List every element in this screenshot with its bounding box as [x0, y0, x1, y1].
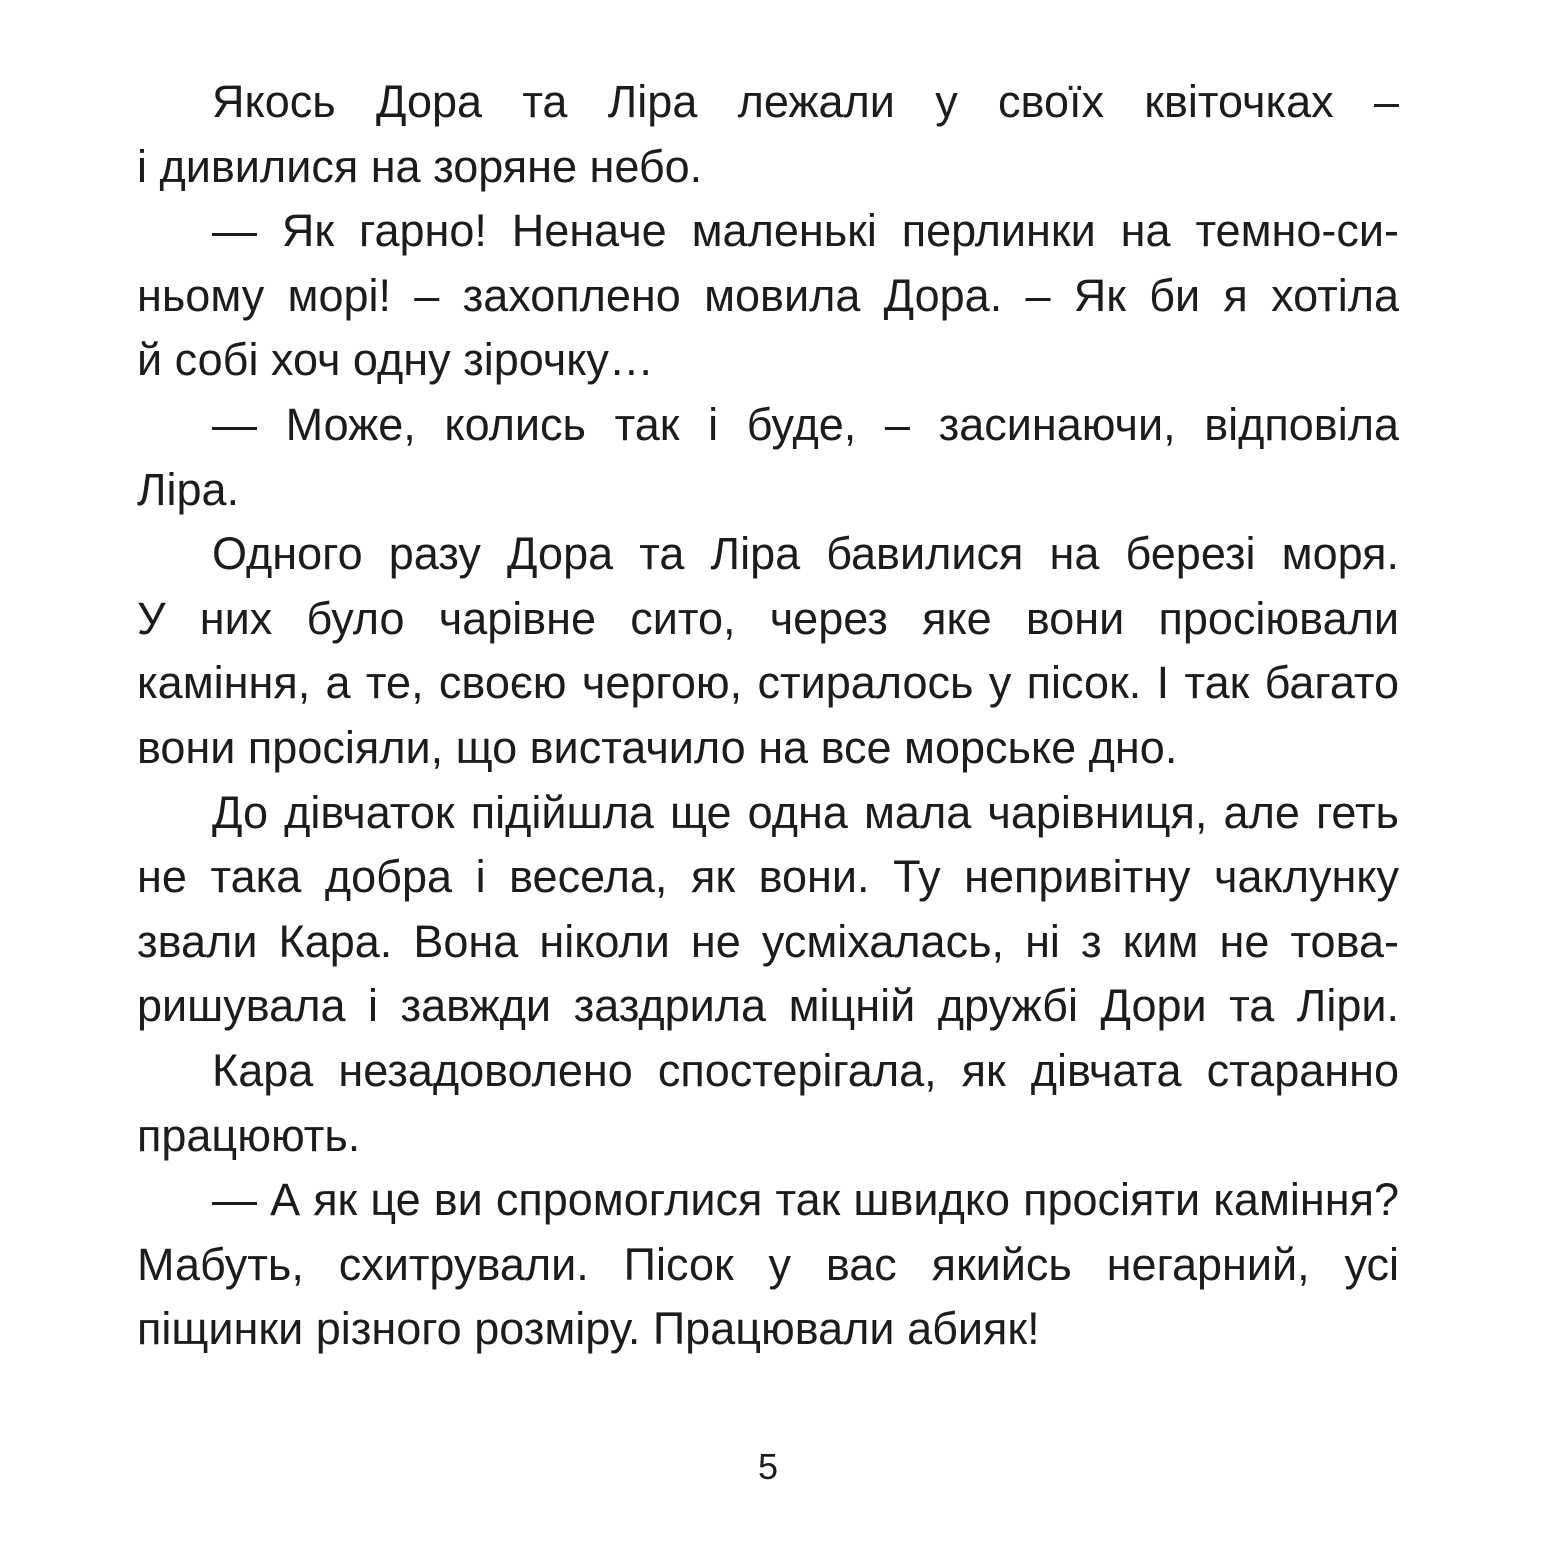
- text-line: піщинки різного розміру. Працювали абияк!: [137, 1303, 1040, 1355]
- text-line: вони просіяли, що вистачило на все морське дно.: [137, 721, 1178, 773]
- text-line: каміння, а те, своєю чергою, стиралось у пісок. І так багато: [137, 657, 1399, 709]
- text-line: Ліра.: [137, 463, 240, 515]
- text-line: У них було чарівне сито, через яке вони просіювали: [137, 592, 1399, 644]
- text-line: — Може, колись так і буде, – засинаючи, відповіла: [212, 398, 1399, 450]
- text-line: й собі хоч одну зірочку…: [137, 334, 654, 386]
- text-line: ньому морі! – захоплено мовила Дора. – Як би я хотіла: [137, 269, 1399, 321]
- text-line: ришувала і завжди заздрила міцній дружбі Дори та Ліри.: [137, 980, 1399, 1032]
- text-line: Мабуть, схитрували. Пісок у вас якийсь негарний, усі: [137, 1238, 1399, 1290]
- text-line: Кара незадоволено спостерігала, як дівчата старанно: [212, 1044, 1399, 1096]
- page-number: 5: [757, 1446, 779, 1487]
- text-line: — Як гарно! Неначе маленькі перлинки на темно-си-: [212, 205, 1399, 257]
- text-line: не така добра і весела, як вони. Ту непривітну чаклунку: [137, 851, 1399, 903]
- text-line: — А як це ви спромоглися так швидко просіяти каміння?: [212, 1174, 1399, 1226]
- text-line: До дівчаток підійшла ще одна мала чарівниця, але геть: [212, 786, 1399, 838]
- story-text: [137, 70, 1399, 1362]
- text-line: Якось Дора та Ліра лежали у своїх квіточках –: [212, 76, 1399, 127]
- text-line: і дивилися на зоряне небо.: [137, 140, 703, 192]
- text-line: працюють.: [137, 1109, 361, 1161]
- text-line: Одного разу Дора та Ліра бавилися на березі моря.: [212, 528, 1399, 580]
- text-line: звали Кара. Вона ніколи не усміхалась, ні з ким не това-: [137, 915, 1399, 967]
